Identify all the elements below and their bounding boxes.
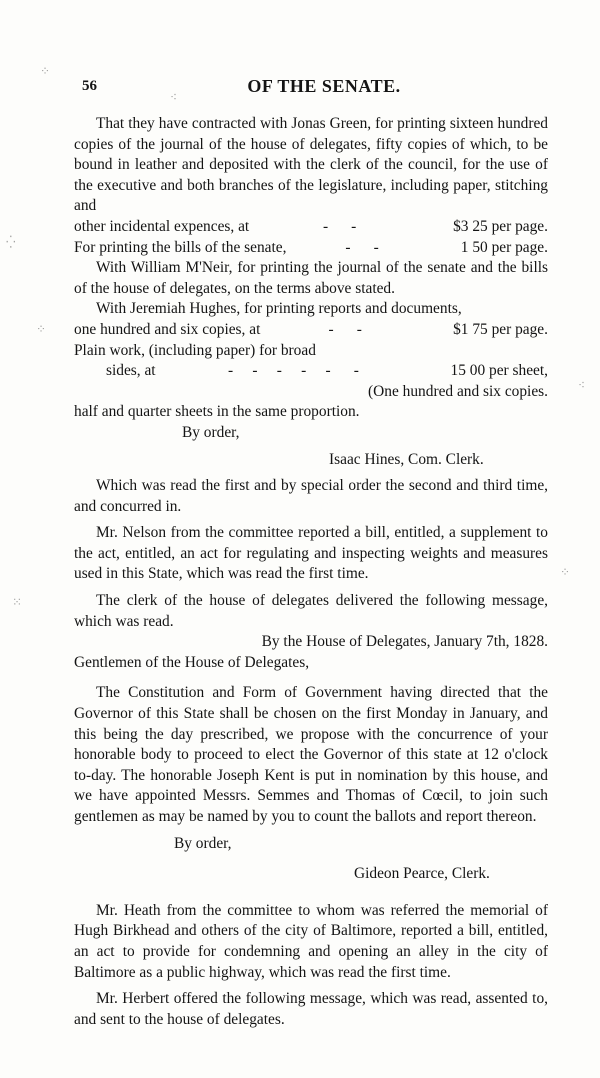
by-order: By order, [174, 834, 232, 852]
plain-work-line: Plain work, (including paper) for broad [74, 341, 316, 359]
salutation: Gentlemen of the House of Delegates, [74, 653, 310, 671]
dateline: By the House of Delegates, January 7th, 1828. [261, 633, 548, 651]
paragraph-contract-hughes: With Jeremiah Hughes, for printing reports and documents, [96, 300, 462, 318]
page-header [74, 76, 574, 100]
leader-dots: - - - - - - [228, 362, 379, 380]
price-line-reports [74, 320, 548, 341]
price-line-broadsides [74, 361, 548, 382]
ink-speck: ⁘ [40, 64, 51, 78]
ink-speck: ⁖ [170, 90, 178, 104]
paragraph-heath: Mr. Heath from the committee to whom was referred the memorial of Hugh Birkhead and others of the city of Baltimore, reported a bill, entitled, an act to provide for condemning and opening an alley in the city of Baltimore as a public highway, which was read the first time. [74, 901, 548, 981]
paragraph-contract-green: That they have contracted with Jonas Green, for printing sixteen hundred copies of the journal of the house of delegates, fifty copies of which, to be bound in leather and deposited with the clerk of the council, for the use of the executive and both branches of the legislature, including paper, stitching and [74, 115, 548, 215]
proportion-line: half and quarter sheets in the same proportion. [74, 403, 360, 421]
paragraph-contract-mneir: With William M'Neir, for printing the journal of the senate and the bills of the house of delegates, on the terms above stated. [74, 259, 548, 297]
page-number: 56 [82, 78, 97, 94]
paragraph-herbert: Mr. Herbert offered the following message, which was read, assented to, and sent to the house of delegates. [74, 990, 548, 1028]
price-line-label: sides, at [106, 362, 156, 380]
price-value: $3 25 per page. [453, 217, 548, 235]
price-line-label: one hundred and six copies, at [74, 320, 261, 338]
price-value: 1 50 per page. [460, 238, 548, 256]
running-title: OF THE SENATE. [247, 76, 401, 96]
paragraph-nelson: Mr. Nelson from the committee reported a bill, entitled, a supplement to the act, entitled, an act for regulating and inspecting weights and measures used in this State, which was read the first time. [74, 524, 548, 583]
ink-speck: ⁖ [578, 378, 586, 392]
ink-speck: ⁛ [6, 235, 16, 249]
paragraph-message-delivered: The clerk of the house of delegates delivered the following message, which was read. [74, 592, 548, 630]
leader-dots: - - [322, 217, 380, 235]
copies-note: (One hundred and six copies. [368, 382, 548, 400]
page-body [74, 114, 548, 1030]
leader-dots: - - [345, 238, 402, 256]
signature-pearce: Gideon Pearce, Clerk. [354, 865, 490, 883]
price-value: $1 75 per page. [453, 320, 548, 338]
ink-speck: ⁘ [560, 565, 571, 579]
price-line-journal [74, 217, 548, 238]
paragraph-constitution: The Constitution and Form of Government having directed that the Governor of this State shall be chosen on the first Monday in January, and this being the day prescribed, we propose with the concurrence of your honorable body to proceed to elect the Governor of this state at 12 o'clock to-day. The honorable Joseph Kent is put in nomination by this house, and we have appointed Messrs. Semmes and Thomas of Cœcil, to join such gentlemen as may be named by you to count the ballots and report thereon. [74, 684, 548, 825]
price-line-bills [74, 238, 548, 259]
price-line-label: other incidental expences, at [74, 217, 250, 235]
ink-speck: ⁘ [36, 322, 47, 336]
price-value: 15 00 per sheet, [450, 362, 548, 380]
ink-speck: ⁙ [12, 595, 23, 609]
price-line-label: For printing the bills of the senate, [74, 238, 287, 256]
by-order: By order, [182, 423, 240, 441]
leader-dots: - - [328, 320, 385, 338]
signature-hines: Isaac Hines, Com. Clerk. [329, 450, 484, 468]
paragraph-concurred: Which was read the first and by special order the second and third time, and concurred in. [74, 477, 548, 515]
